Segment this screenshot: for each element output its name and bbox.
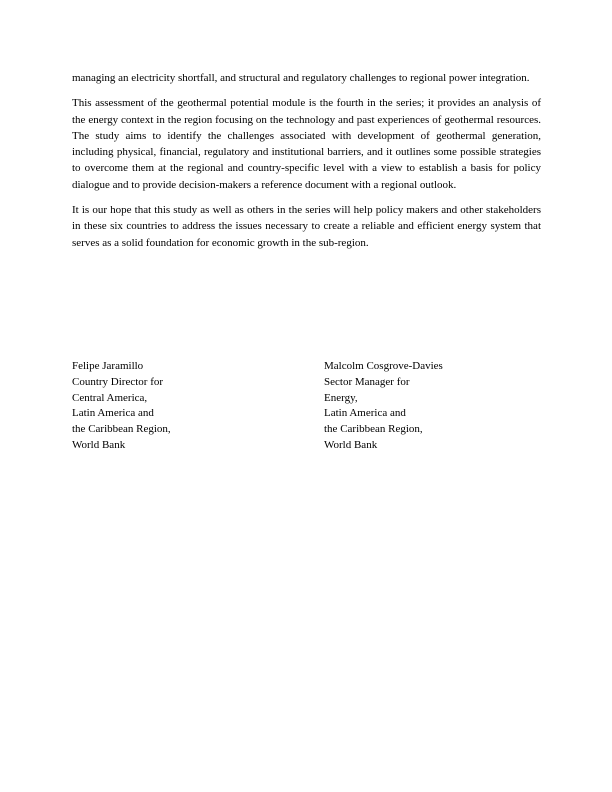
signatory-name: Malcolm Cosgrove-Davies bbox=[324, 360, 443, 372]
signatory-title: Central America, bbox=[72, 391, 148, 404]
signatory-region: Latin America and bbox=[324, 407, 406, 420]
paragraph-geothermal-assessment: This assessment of the geothermal potential module is the fourth in the series; it provides an analysis of the energy context in the region focusing on the technology and past experiences of geothermal resources. The study aims to identify the challenges associated with development of geothermal generation, including physical, financial, regulatory and institutional barriers, and it outlines some possible strategies to overcome them at the regional and country-specific level with a view to establish a basis for policy dialogue and to provide decision-makers a reference document with a regional outlook. bbox=[72, 97, 541, 191]
paragraph-electricity-shortfall: managing an electricity shortfall, and structural and regulatory challenges to regional power integration. bbox=[72, 72, 530, 84]
signatory-region: Latin America and bbox=[72, 407, 154, 420]
signatory-region: the Caribbean Region, bbox=[324, 423, 423, 436]
signature-block-country-director bbox=[72, 359, 171, 454]
body-text bbox=[72, 70, 541, 260]
signature-section bbox=[72, 359, 541, 469]
signatory-name: Felipe Jaramillo bbox=[72, 360, 144, 372]
signatory-title: Energy, bbox=[324, 391, 358, 404]
signature-block-sector-manager bbox=[324, 359, 443, 454]
paragraph-closing-hope: It is our hope that this study as well as others in the series will help policy makers and other stakeholders in these six countries to address the issues necessary to create a reliable and efficient energy system that serves as a solid foundation for economic growth in the sub-region. bbox=[72, 204, 541, 249]
signatory-title: Sector Manager for bbox=[324, 375, 410, 388]
signatory-organization: World Bank bbox=[72, 438, 126, 451]
signatory-organization: World Bank bbox=[324, 438, 378, 451]
signatory-title: Country Director for bbox=[72, 375, 164, 388]
signatory-region: the Caribbean Region, bbox=[72, 423, 171, 436]
